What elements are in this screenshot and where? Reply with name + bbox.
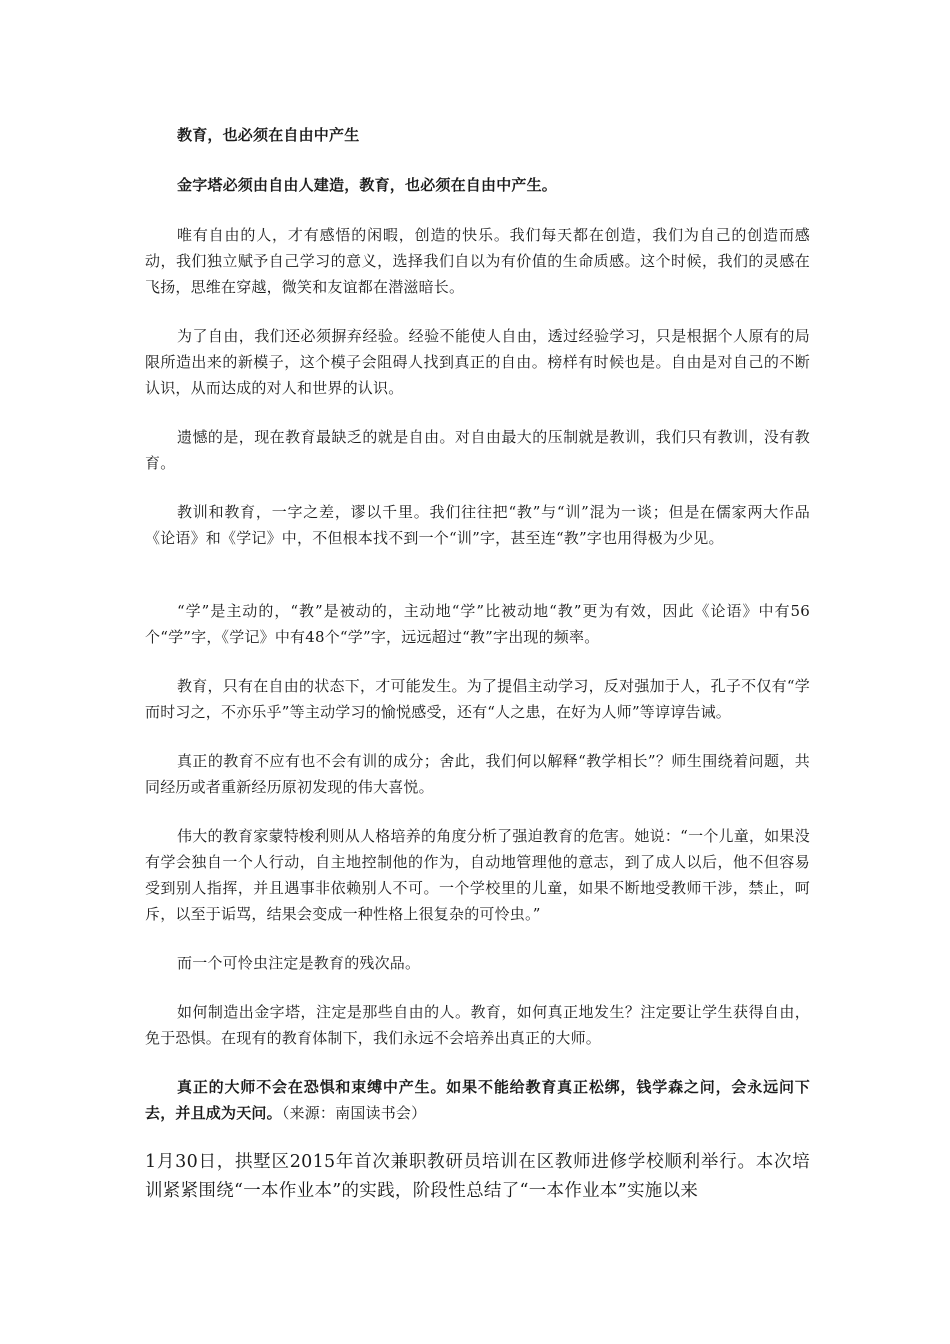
paragraph-conclusion — [145, 1074, 810, 1126]
paragraph-confucius: 教育，只有在自由的状态下，才可能发生。为了提倡主动学习，反对强加于人，孔子不仅有“学而时习之，不亦乐乎”等主动学习的愉悦感受，还有“人之患，在好为人师”等谆谆告诫。 — [145, 677, 810, 721]
news-paragraph: 1月30日，拱墅区2015年首次兼职教研员培训在区教师进修学校顺利举行。本次培训紧紧围绕“一本作业本”的实践，阶段性总结了“一本作业本”实施以来 — [145, 1152, 810, 1201]
paragraph-pyramid: 如何制造出金字塔，注定是那些自由的人。教育，如何真正地发生？注定要让学生获得自由，免于恐惧。在现有的教育体制下，我们永远不会培养出真正的大师。 — [145, 1003, 810, 1047]
conclusion-text: 真正的大师不会在恐惧和束缚中产生。如果不能给教育真正松绑，钱学森之问，会永远问下去，并且成为天问。 — [145, 1078, 810, 1122]
paragraph-teaching-vs-education: 教训和教育，一字之差，谬以千里。我们往往把“教”与“训”混为一谈；但是在儒家两大作品《论语》和《学记》中，不但根本找不到一个“训”字，甚至连“教”字也用得极为少见。 — [145, 503, 810, 547]
paragraph-montessori: 伟大的教育家蒙特梭利则从人格培养的角度分析了强迫教育的危害。她说：“一个儿童，如果没有学会独自一个人行动，自主地控制他的作为，自动地管理他的意志，到了成人以后，他不但容易受到别人指挥，并且遇事非依赖别人不可。一个学校里的儿童，如果不断地受教师干涉，禁止，呵斥，以至于诟骂，结果会变成一种性格上很复杂的可怜虫。” — [145, 827, 810, 923]
document-body — [145, 122, 810, 1206]
paragraph-defective-product: 而一个可怜虫注定是教育的残次品。 — [177, 954, 421, 972]
paragraph-freedom: 唯有自由的人，才有感悟的闲暇，创造的快乐。我们每天都在创造，我们为自己的创造而感动，我们独立赋予自己学习的意义，选择我们自以为有价值的生命质感。这个时候，我们的灵感在飞扬，思维在穿越，微笑和友谊都在潜滋暗长。 — [145, 226, 810, 296]
paragraph-regret: 遗憾的是，现在教育最缺乏的就是自由。对自由最大的压制就是教训，我们只有教训，没有教育。 — [145, 428, 810, 472]
paragraph-experience: 为了自由，我们还必须摒弃经验。经验不能使人自由，透过经验学习，只是根据个人原有的局限所造出来的新模子，这个模子会阻碍人找到真正的自由。榜样有时候也是。自由是对自己的不断认识，从而达成的对人和世界的认识。 — [145, 327, 810, 397]
paragraph-learning-active: “学”是主动的，“教”是被动的，主动地“学”比被动地“教”更为有效，因此《论语》中有56个“学”字，《学记》中有48个“学”字，远远超过“教”字出现的频率。 — [145, 602, 810, 646]
paragraph-true-education: 真正的教育不应有也不会有训的成分；舍此，我们何以解释“教学相长”？师生围绕着问题，共同经历或者重新经历原初发现的伟大喜悦。 — [145, 752, 810, 796]
source-note: （来源：南国读书会） — [281, 1104, 427, 1122]
article-subtitle: 金字塔必须由自由人建造，教育，也必须在自由中产生。 — [177, 176, 558, 194]
article-title: 教育，也必须在自由中产生 — [177, 126, 360, 144]
